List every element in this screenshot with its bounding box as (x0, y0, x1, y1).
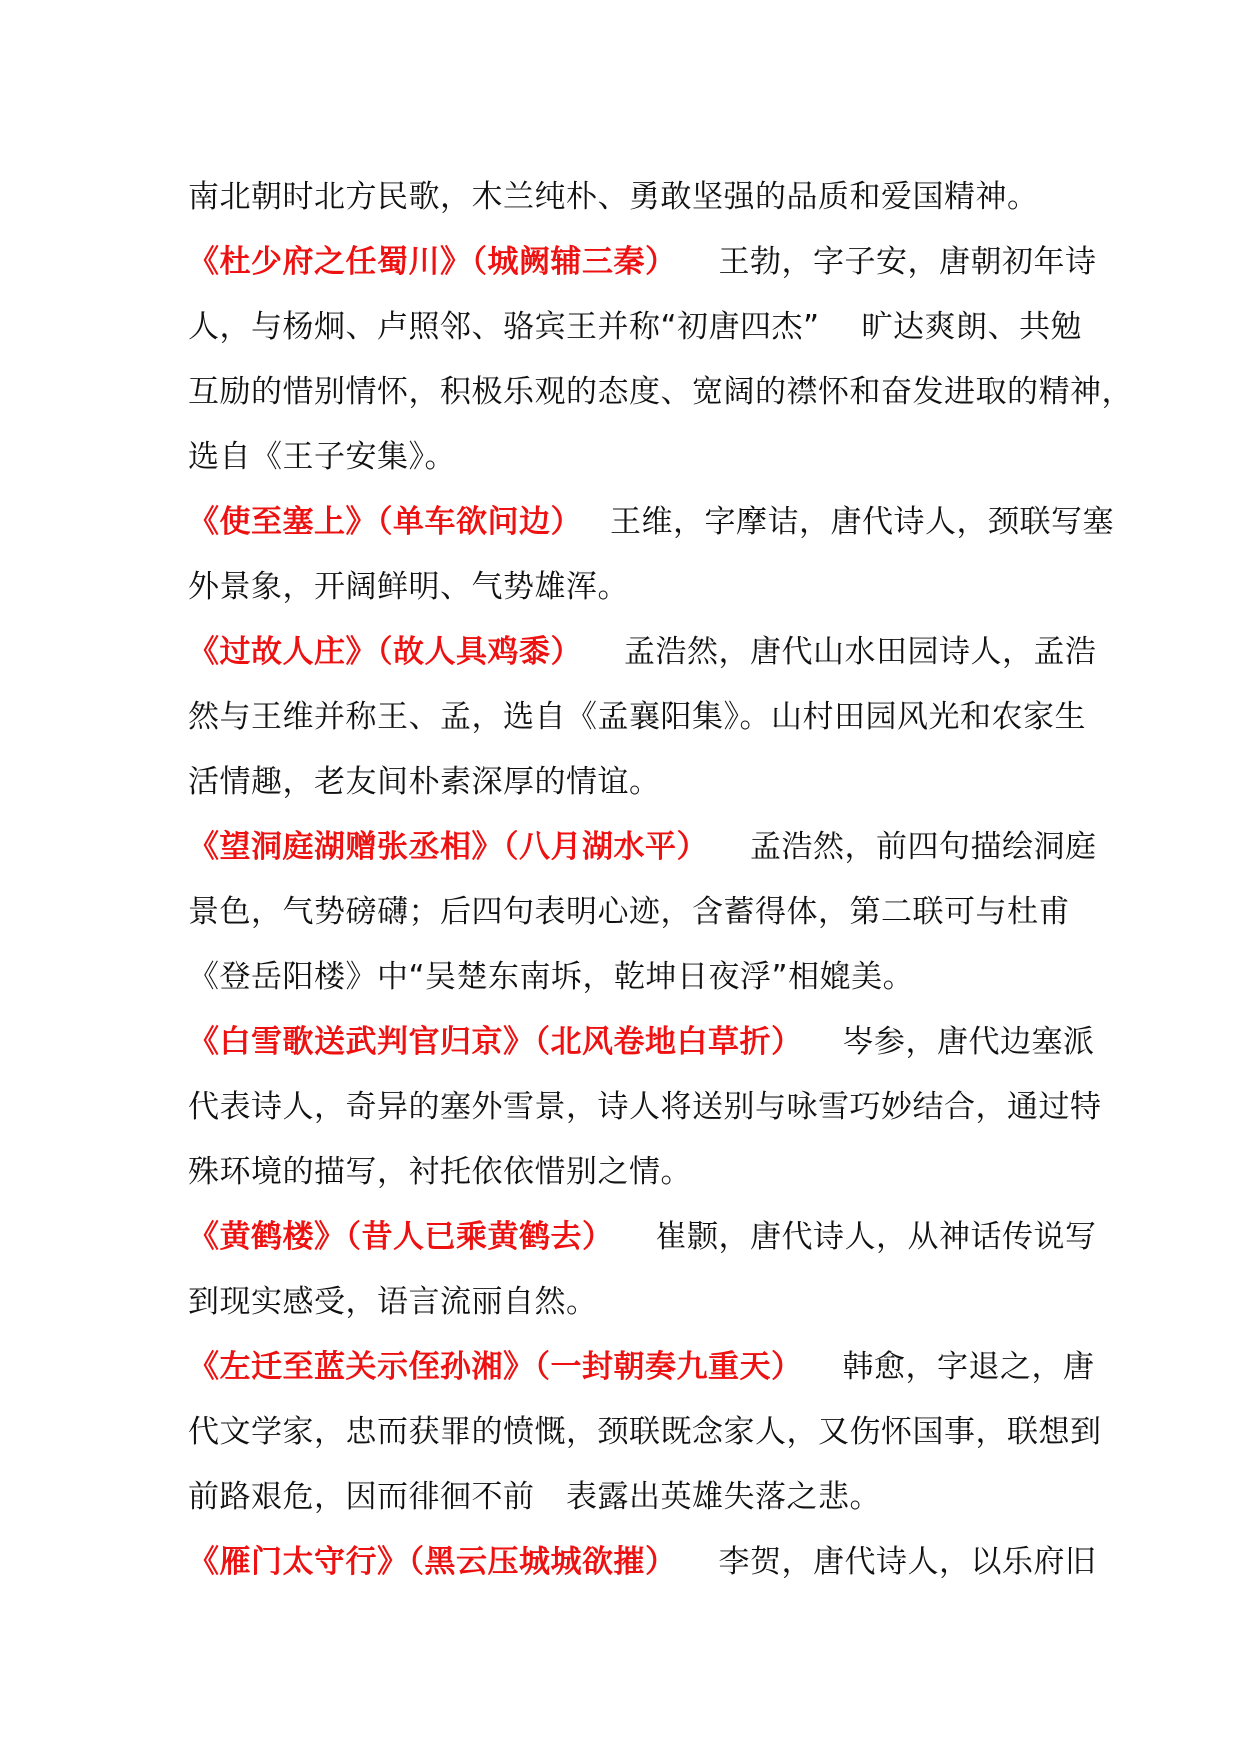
line-text: 外景象，开阔鲜明、气势雄浑。 (188, 569, 629, 605)
poem-entry-line (188, 230, 1097, 295)
poem-entry-line (188, 815, 1097, 880)
poem-entry-line (188, 1205, 1097, 1270)
poem-title: 《黄鹤楼》（昔人已乘黄鹤去） (188, 1219, 614, 1255)
line-text: 南北朝时北方民歌，木兰纯朴、勇敢坚强的品质和爱国精神。 (188, 179, 1039, 215)
poem-entry-line (188, 1530, 1097, 1595)
text-line (188, 295, 1088, 360)
line-text: 崔颢，唐代诗人，从神话传说写 (655, 1219, 1097, 1255)
poem-title: 《过故人庄》（故人具鸡黍） (188, 634, 582, 670)
line-text: 前路艰危，因而徘徊不前 表露出英雄失落之悲。 (188, 1479, 881, 1515)
poem-title: 《杜少府之任蜀川》（城阙辅三秦） (188, 244, 677, 280)
poem-entry-line (188, 1335, 1095, 1400)
poem-title: 《望洞庭湖赠张丞相》（八月湖水平） (188, 829, 708, 865)
document-page (188, 165, 1133, 1595)
poem-title: 《白雪歌送武判官归京》（北风卷地白草折） (188, 1024, 803, 1060)
line-text: 王勃，字子安，唐朝初年诗 (718, 244, 1097, 280)
line-text: 活情趣，老友间朴素深厚的情谊。 (188, 764, 661, 800)
line-text: 殊环境的描写，衬托依依惜别之情。 (188, 1154, 692, 1190)
line-text: 代表诗人，奇异的塞外雪景，诗人将送别与咏雪巧妙结合，通过特 (188, 1089, 1102, 1125)
text-line (188, 685, 1088, 750)
text-line (188, 360, 1133, 425)
text-line (188, 750, 1088, 815)
text-line (188, 880, 1088, 945)
line-text: 孟浩然，前四句描绘洞庭 (750, 829, 1097, 865)
poem-title: 《雁门太守行》（黑云压城城欲摧） (188, 1544, 677, 1580)
line-text: 然与王维并称王、孟，选自《孟襄阳集》。山村田园风光和农家生 (188, 699, 1086, 735)
poem-entry-line (188, 620, 1097, 685)
poem-entry-line (188, 490, 1114, 555)
text-line (188, 1465, 1088, 1530)
line-text: 李贺，唐代诗人，以乐府旧 (718, 1544, 1097, 1580)
poem-entry-line (188, 1010, 1095, 1075)
poem-title: 《左迁至蓝关示侄孙湘》（一封朝奏九重天） (188, 1349, 803, 1385)
text-line (188, 1400, 1102, 1465)
poem-title: 《使至塞上》（单车欲问边） (188, 504, 582, 540)
text-line (188, 555, 1088, 620)
line-text: 选自《王子安集》。 (188, 439, 456, 475)
text-line (188, 1140, 1088, 1205)
line-text: 韩愈，字退之，唐 (842, 1349, 1095, 1385)
text-line-1 (188, 165, 1088, 230)
line-text: 代文学家，忠而获罪的愤慨，颈联既念家人，又伤怀国事，联想到 (188, 1414, 1102, 1450)
line-text: 景色，气势磅礴；后四句表明心迹，含蓄得体，第二联可与杜甫 (188, 894, 1070, 930)
line-text: 岑参，唐代边塞派 (842, 1024, 1095, 1060)
line-text: 到现实感受，语言流丽自然。 (188, 1284, 598, 1320)
line-text: 王维，字摩诘，唐代诗人，颈联写塞 (610, 504, 1114, 540)
line-text: 人，与杨炯、卢照邻、骆宾王并称“初唐四杰” 旷达爽朗、共勉 (188, 309, 1082, 345)
text-line (188, 945, 1088, 1010)
text-line (188, 1270, 1088, 1335)
line-text: 互励的惜别情怀，积极乐观的态度、宽阔的襟怀和奋发进取的精神， (188, 374, 1133, 410)
text-line (188, 1075, 1102, 1140)
text-line (188, 425, 1088, 490)
line-text: 《登岳阳楼》中“吴楚东南坼，乾坤日夜浮”相媲美。 (188, 959, 915, 995)
line-text: 孟浩然，唐代山水田园诗人，孟浩 (624, 634, 1097, 670)
